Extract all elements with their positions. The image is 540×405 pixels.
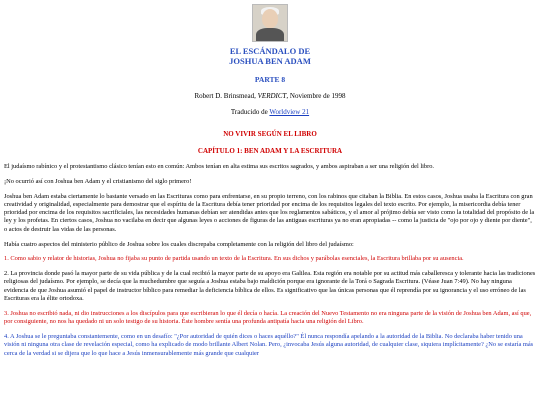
- point-2: 2. La provincia donde pasó la mayor parte de su vida pública y de la cual recibió la mayor parte de su apoyo era Galilea. Esta región era notable por su actitud más caballeresca y tolerante hacia las tradiciones religiosas del judaísmo. Por ejemplo, se decía que la muchedumbre que seguía a Joshua estaba bajo maldición porque era ignorante de la Torá o Sagrada Escritura. (Véase Juan 7:49). No hay ninguna evidencia de que Joshua asumió el papel de instructor bíblico para remediar la deficiencia bíblica de ellos. Es significativo que las únicas personas que él reprendía por su ignorancia y el uso erróneo de las Escrituras era la élite ortodoxa.: [4, 270, 536, 303]
- publication-name: VERDICT: [257, 92, 287, 100]
- chapter-heading: CAPÍTULO 1: BEN ADAM Y LA ESCRITURA: [197, 147, 343, 155]
- translated-prefix: Traducido de: [230, 108, 270, 116]
- paragraph-1: El judaísmo rabínico y el protestantismo clásico tenían esto en común: Ambos tenían en alta estima sus escritos sagrados, y ambos aspiraban a ser una religión del libro.: [4, 163, 435, 170]
- translation-credit: [4, 108, 536, 116]
- byline: [4, 92, 536, 100]
- point-3: 3. Joshua no escribió nada, ni dio instrucciones a los discípulos para que escribieran lo que él decía o hacía. La creación del Nuevo Testamento no era ninguna parte de la visión de Joshua ben Adam, así que, por consiguiente, no nos ha quedado ni un solo testigo de su historia. Éste hombre sentía una profunda antipatía hacia una religión del Libro.: [4, 309, 532, 326]
- publication-date: , Noviembre de 1998: [286, 92, 346, 100]
- point-1: 1. Como sabio y relator de historias, Joshua no fijaba su punto de partida usando un texto de la Escritura. En sus dichos y parábolas esenciales, la Escritura brillaba por su ausencia.: [4, 255, 464, 263]
- author-portrait: [252, 4, 288, 42]
- paragraph-2: ¡No ocurrió así con Joshua ben Adam y el cristianismo del siglo primero!: [4, 177, 192, 185]
- part-number: PARTE 8: [254, 75, 286, 84]
- title-line-2: JOSHUA BEN ADAM: [229, 56, 311, 66]
- page-title: [4, 46, 536, 66]
- worldview-link[interactable]: Worldview 21: [269, 108, 310, 116]
- title-line-1: EL ESCÁNDALO DE: [229, 46, 311, 56]
- paragraph-4: Había cuatro aspectos del ministerio público de Joshua sobre los cuales discrepaba completamente con la religión del libro del judaísmo:: [4, 240, 354, 248]
- paragraph-3: Joshua ben Adam estaba ciertamente lo bastante versado en las Escrituras como para enfrentarse, en su propio terreno, con los rabinos que citaban la Biblia. En estos casos, Joshua usaba la Escritura con gran creatividad y originalidad, especialmente para demostrar que el espíritu de la Escritura debía tener prioridad por encima de los requisitos legales del texto escrito. Por ejemplo, la misericordia debía tener prioridad por encima de los requisitos sacrificiales, las necesidades humanas debían ser atendidas antes que los reglamentos sabáticos, y el amor al prójimo debía ser visto como la totalidad del propósito de la ley y los profetas. En ciertos casos, Joshua no vacilaba en decir que algunas leyes o acciones de figuras de las antiguas escrituras ya no eran apropiadas -- como la justicia de "ojo por ojo y diente por diente", o actos de destruir las vidas de las personas.: [4, 192, 535, 233]
- author-name: Robert D. Brinsmead,: [194, 92, 258, 100]
- point-4: 4. A Joshua se le preguntaba constantemente, como en un desafío: "¿Por autoridad de quién dices o haces aquéllo?" Él nunca respondía apelando a la autoridad de la Biblia. No declaraba haber tenido una visión ni ninguna otra clase de revelación especial, como ha explicado de modo brillante Albert Nolan. Pero, ¿invocaba Jesús alguna autoridad, de cualquier clase, siquiera implícitamente? ¿No se estaría más cerca de la verdad si se dijera que lo que hace a Jesús inmensurablemente más grande que cualquier: [4, 332, 534, 357]
- section-heading: NO VIVIR SEGÚN EL LIBRO: [223, 130, 317, 138]
